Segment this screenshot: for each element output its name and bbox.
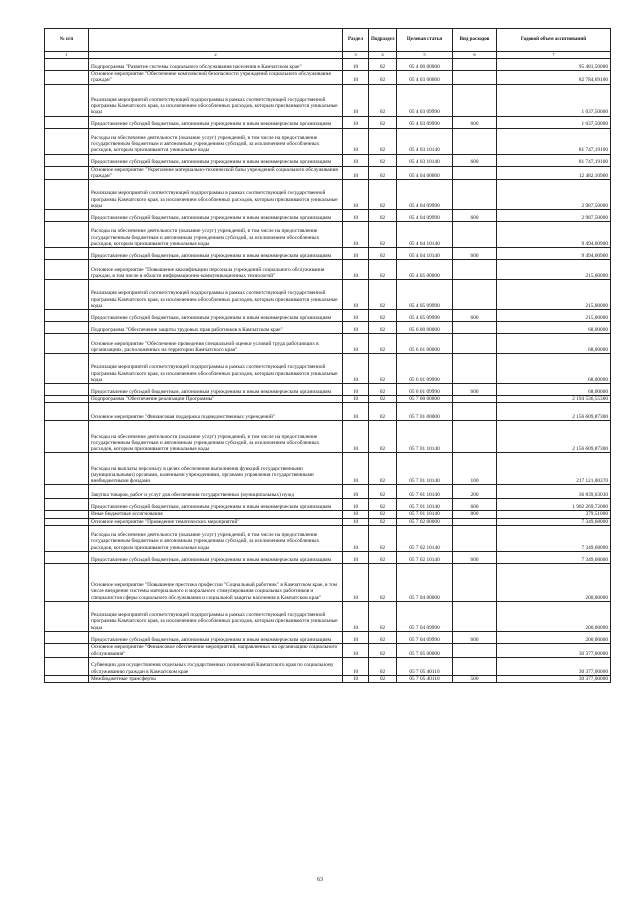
row-number-cell (45, 71, 89, 85)
table-row (45, 676, 611, 683)
row-amount-cell: 215,00000 (497, 280, 611, 310)
row-name-cell: Реализация мероприятий соответствующей подпрограммы в рамках соответствующей государственной программы Камчатского края, за исключением обособленных расходов, которым присваиваются уникальные коды (89, 280, 343, 310)
row-amount-cell: 68,00000 (497, 354, 611, 384)
header-number: № п/п (45, 29, 89, 52)
row-podrazdel-cell: 02 (369, 602, 397, 632)
column-number-row (45, 52, 611, 59)
table-row (45, 322, 611, 334)
table-row (45, 260, 611, 280)
table-row (45, 84, 611, 116)
row-expense-type-cell: 600 (453, 248, 497, 260)
row-razdel-cell: 10 (343, 403, 369, 421)
row-expense-type-cell: 600 (453, 310, 497, 322)
row-podrazdel-cell: 02 (369, 310, 397, 322)
row-expense-type-cell (453, 322, 497, 334)
row-name-cell: Основное мероприятие "Проведение тематических мероприятий" (89, 518, 343, 525)
row-number-cell (45, 334, 89, 354)
row-number-cell (45, 260, 89, 280)
column-number: 1 (45, 52, 89, 59)
row-razdel-cell: 10 (343, 248, 369, 260)
row-name-cell: Подпрограмма "Обеспечение защиты трудовых прав работников в Камчатском крае" (89, 322, 343, 334)
row-name-cell: Предоставление субсидий бюджетным, автономным учреждениям и иным некоммерческим организациям (89, 154, 343, 166)
row-expense-type-cell (453, 403, 497, 421)
row-amount-cell: 2 987,50000 (497, 180, 611, 210)
column-number: 4 (369, 52, 397, 59)
row-razdel-cell: 10 (343, 384, 369, 396)
row-name-cell: Основное мероприятие "Обеспечение комплексной безопасности учреждений социального обслуживания граждан" (89, 71, 343, 85)
row-target-article-cell: 05 7 01 00000 (397, 403, 453, 421)
row-name-cell: Субвенции для осуществления отдельных государственных полномочий Камчатского края по социальному обслуживанию граждан в Камчатском крае (89, 658, 343, 676)
row-podrazdel-cell: 02 (369, 526, 397, 552)
row-number-cell (45, 632, 89, 644)
row-name-cell: Основное мероприятие "Обеспечение проведения специальной оценки условий труда работающих в организациях, расположенных на территории Камчатского края" (89, 334, 343, 354)
row-expense-type-cell: 100 (453, 453, 497, 485)
row-number-cell (45, 310, 89, 322)
row-expense-type-cell (453, 602, 497, 632)
row-target-article-cell: 05 7 00 00000 (397, 396, 453, 403)
table-row (45, 128, 611, 154)
row-razdel-cell: 10 (343, 526, 369, 552)
row-podrazdel-cell: 02 (369, 166, 397, 180)
row-name-cell: Предоставление субсидий бюджетным, автономным учреждениям и иным некоммерческим организациям (89, 384, 343, 396)
row-podrazdel-cell: 02 (369, 421, 397, 453)
row-number-cell (45, 280, 89, 310)
row-name-cell: Межбюджетные трансферты (89, 676, 343, 683)
row-name-cell: Основное мероприятие "Повышение квалификации персонала учреждений социального обслуживания граждан, в том числе в области информационно-коммуникационных технологий" (89, 260, 343, 280)
row-razdel-cell: 10 (343, 334, 369, 354)
table-row (45, 658, 611, 676)
row-amount-cell: 1 037,50000 (497, 84, 611, 116)
row-target-article-cell: 05 4 05 09990 (397, 280, 453, 310)
table-row (45, 154, 611, 166)
row-name-cell: Основное мероприятие "Укрепление материально-технической базы учреждений социального обслуживания граждан" (89, 166, 343, 180)
table-row (45, 280, 611, 310)
row-number-cell (45, 116, 89, 128)
row-razdel-cell: 10 (343, 222, 369, 248)
row-expense-type-cell: 600 (453, 210, 497, 222)
table-row (45, 248, 611, 260)
row-amount-cell: 81 747,19100 (497, 154, 611, 166)
row-target-article-cell: 05 4 04 09990 (397, 210, 453, 222)
row-number-cell (45, 421, 89, 453)
row-podrazdel-cell: 02 (369, 518, 397, 525)
row-number-cell (45, 354, 89, 384)
table-row (45, 602, 611, 632)
table-row (45, 511, 611, 518)
row-razdel-cell: 10 (343, 71, 369, 85)
column-number: 7 (497, 52, 611, 59)
row-razdel-cell: 10 (343, 499, 369, 511)
row-name-cell: Основное мероприятие "Финансовая поддержка подведомственных учреждений" (89, 403, 343, 421)
row-name-cell: Подпрограмма "Обеспечение реализации Программы" (89, 396, 343, 403)
row-target-article-cell: 05 7 01 10140 (397, 453, 453, 485)
row-podrazdel-cell: 02 (369, 384, 397, 396)
row-razdel-cell: 10 (343, 310, 369, 322)
row-name-cell: Реализация мероприятий соответствующей подпрограммы в рамках соответствующей государственной программы Камчатского края, за исключением обособленных расходов, которым присваиваются уникальные коды (89, 602, 343, 632)
row-target-article-cell: 05 4 04 09990 (397, 180, 453, 210)
row-expense-type-cell (453, 658, 497, 676)
row-expense-type-cell (453, 564, 497, 602)
row-razdel-cell: 10 (343, 676, 369, 683)
row-target-article-cell: 05 7 01 10140 (397, 499, 453, 511)
row-target-article-cell: 05 4 03 10140 (397, 154, 453, 166)
row-razdel-cell: 10 (343, 632, 369, 644)
row-name-cell: Основное мероприятие "Повышение престижа профессии "Социальный работник" в Камчатском крае, в том числе внедрение системы материального и морального стимулирования социальных работников и специалистов сферы социального обслуживания и социальной защиты населения в Камчатском крае" (89, 564, 343, 602)
row-amount-cell: 200,00000 (497, 602, 611, 632)
row-podrazdel-cell: 02 (369, 396, 397, 403)
row-number-cell (45, 552, 89, 564)
row-target-article-cell: 05 4 04 00000 (397, 166, 453, 180)
row-name-cell: Предоставление субсидий бюджетным, автономным учреждениям и иным некоммерческим организациям (89, 116, 343, 128)
row-podrazdel-cell: 02 (369, 552, 397, 564)
row-razdel-cell: 10 (343, 180, 369, 210)
header-row (45, 29, 611, 52)
row-number-cell (45, 384, 89, 396)
row-amount-cell: 215,00000 (497, 260, 611, 280)
row-number-cell (45, 180, 89, 210)
row-target-article-cell: 05 7 02 00000 (397, 518, 453, 525)
row-podrazdel-cell: 02 (369, 644, 397, 658)
row-number-cell (45, 59, 89, 71)
table-row (45, 354, 611, 384)
row-target-article-cell: 05 6 00 00000 (397, 322, 453, 334)
row-expense-type-cell (453, 222, 497, 248)
row-expense-type-cell (453, 71, 497, 85)
row-expense-type-cell (453, 518, 497, 525)
row-razdel-cell: 10 (343, 564, 369, 602)
row-podrazdel-cell: 02 (369, 260, 397, 280)
row-razdel-cell: 10 (343, 128, 369, 154)
row-podrazdel-cell: 02 (369, 334, 397, 354)
row-number-cell (45, 248, 89, 260)
row-amount-cell: 30 377,00000 (497, 658, 611, 676)
table-row (45, 526, 611, 552)
row-number-cell (45, 658, 89, 676)
row-target-article-cell: 05 7 04 09990 (397, 632, 453, 644)
row-amount-cell: 36 839,03030 (497, 485, 611, 499)
table-row (45, 310, 611, 322)
row-expense-type-cell: 500 (453, 676, 497, 683)
table-row (45, 222, 611, 248)
row-name-cell: Реализация мероприятий соответствующей подпрограммы в рамках соответствующей государственной программы Камчатского края, за исключением обособленных расходов, которым присваиваются уникальные коды (89, 84, 343, 116)
row-podrazdel-cell: 02 (369, 222, 397, 248)
row-expense-type-cell (453, 421, 497, 453)
row-name-cell: Предоставление субсидий бюджетным, автономным учреждениям и иным некоммерческим организациям (89, 210, 343, 222)
row-name-cell: Предоставление субсидий бюджетным, автономным учреждениям и иным некоммерческим организациям (89, 552, 343, 564)
row-number-cell (45, 210, 89, 222)
page-number: 63 (317, 877, 323, 883)
table-row (45, 180, 611, 210)
row-razdel-cell: 10 (343, 154, 369, 166)
row-expense-type-cell (453, 84, 497, 116)
row-amount-cell: 7 349,68000 (497, 526, 611, 552)
table-row (45, 421, 611, 453)
row-razdel-cell: 10 (343, 116, 369, 128)
row-target-article-cell: 05 4 03 10140 (397, 128, 453, 154)
table-body (45, 59, 611, 683)
row-razdel-cell: 10 (343, 421, 369, 453)
table-row (45, 453, 611, 485)
table-row (45, 166, 611, 180)
row-expense-type-cell (453, 59, 497, 71)
row-amount-cell: 2 194 536,55300 (497, 396, 611, 403)
row-name-cell: Реализация мероприятий соответствующей подпрограммы в рамках соответствующей государственной программы Камчатского края, за исключением обособленных расходов, которым присваиваются уникальные коды (89, 354, 343, 384)
row-target-article-cell: 05 4 05 09990 (397, 310, 453, 322)
row-number-cell (45, 518, 89, 525)
row-number-cell (45, 602, 89, 632)
budget-table (44, 28, 611, 683)
row-amount-cell: 95 481,50000 (497, 59, 611, 71)
table-row (45, 632, 611, 644)
header-annual-amount: Годовой объем ассигнований (497, 29, 611, 52)
row-name-cell: Предоставление субсидий бюджетным, автономным учреждениям и иным некоммерческим организациям (89, 499, 343, 511)
row-amount-cell: 30 377,00000 (497, 644, 611, 658)
row-number-cell (45, 166, 89, 180)
row-expense-type-cell (453, 396, 497, 403)
row-razdel-cell: 10 (343, 602, 369, 632)
row-amount-cell: 217 121,00370 (497, 453, 611, 485)
row-expense-type-cell (453, 260, 497, 280)
row-podrazdel-cell: 02 (369, 658, 397, 676)
row-target-article-cell: 05 4 03 09990 (397, 116, 453, 128)
row-target-article-cell: 05 7 05 40110 (397, 676, 453, 683)
row-expense-type-cell: 600 (453, 116, 497, 128)
row-target-article-cell: 05 6 01 09990 (397, 354, 453, 384)
row-podrazdel-cell: 02 (369, 564, 397, 602)
row-amount-cell: 9 494,60900 (497, 222, 611, 248)
row-razdel-cell: 10 (343, 658, 369, 676)
table-row (45, 116, 611, 128)
row-expense-type-cell: 600 (453, 632, 497, 644)
row-podrazdel-cell: 02 (369, 154, 397, 166)
row-razdel-cell: 10 (343, 354, 369, 384)
row-podrazdel-cell: 02 (369, 676, 397, 683)
row-podrazdel-cell: 02 (369, 210, 397, 222)
row-number-cell (45, 485, 89, 499)
row-expense-type-cell (453, 526, 497, 552)
column-number: 5 (397, 52, 453, 59)
row-expense-type-cell: 200 (453, 485, 497, 499)
row-podrazdel-cell: 02 (369, 322, 397, 334)
row-target-article-cell: 05 7 04 09990 (397, 602, 453, 632)
table-row (45, 71, 611, 85)
header-razdel: Раздел (343, 29, 369, 52)
row-amount-cell: 2 156 609,87300 (497, 403, 611, 421)
row-target-article-cell: 05 7 01 10140 (397, 421, 453, 453)
row-amount-cell: 30 377,00000 (497, 676, 611, 683)
row-name-cell: Подпрограмма "Развитие системы социального обслуживания населения в Камчатском крае" (89, 59, 343, 71)
row-target-article-cell: 05 4 04 10140 (397, 222, 453, 248)
table-row (45, 552, 611, 564)
row-number-cell (45, 499, 89, 511)
row-amount-cell: 1 902 269,72000 (497, 499, 611, 511)
row-podrazdel-cell: 02 (369, 116, 397, 128)
row-target-article-cell: 05 7 02 10140 (397, 526, 453, 552)
row-podrazdel-cell: 02 (369, 128, 397, 154)
row-target-article-cell: 05 7 04 00000 (397, 564, 453, 602)
table-row (45, 334, 611, 354)
row-expense-type-cell (453, 166, 497, 180)
table-row (45, 210, 611, 222)
row-number-cell (45, 128, 89, 154)
row-amount-cell: 68,00000 (497, 384, 611, 396)
row-name-cell: Реализация мероприятий соответствующей подпрограммы в рамках соответствующей государственной программы Камчатского края, за исключением обособленных расходов, которым присваиваются уникальные коды (89, 180, 343, 210)
row-expense-type-cell: 600 (453, 552, 497, 564)
row-number-cell (45, 676, 89, 683)
row-expense-type-cell (453, 180, 497, 210)
row-name-cell: Предоставление субсидий бюджетным, автономным учреждениям и иным некоммерческим организациям (89, 632, 343, 644)
row-number-cell (45, 453, 89, 485)
row-expense-type-cell (453, 128, 497, 154)
row-number-cell (45, 564, 89, 602)
table-row (45, 59, 611, 71)
column-number: 3 (343, 52, 369, 59)
row-razdel-cell: 10 (343, 518, 369, 525)
row-number-cell (45, 84, 89, 116)
row-number-cell (45, 511, 89, 518)
row-podrazdel-cell: 02 (369, 354, 397, 384)
row-podrazdel-cell: 02 (369, 59, 397, 71)
row-name-cell: Предоставление субсидий бюджетным, автономным учреждениям и иным некоммерческим организациям (89, 310, 343, 322)
row-target-article-cell: 05 4 05 00000 (397, 260, 453, 280)
row-podrazdel-cell: 02 (369, 499, 397, 511)
row-name-cell: Иные бюджетные ассигнования (89, 511, 343, 518)
row-name-cell: Закупка товаров, работ и услуг для обеспечения государственных (муниципальных) нужд (89, 485, 343, 499)
row-name-cell: Расходы на обеспечение деятельности (оказание услуг) учреждений, в том числе на предоставление государственным бюджетным и автономным учреждениям субсидий, за исключением обособленных расходов, которым присваиваются уникальные коды (89, 421, 343, 453)
row-target-article-cell: 05 7 05 00000 (397, 644, 453, 658)
row-name-cell: Основное мероприятие "Финансовое обеспечение мероприятий, направленных на организацию социального обслуживания" (89, 644, 343, 658)
row-number-cell (45, 403, 89, 421)
row-amount-cell: 82 784,69100 (497, 71, 611, 85)
row-amount-cell: 379,51000 (497, 511, 611, 518)
row-expense-type-cell: 600 (453, 384, 497, 396)
row-razdel-cell: 10 (343, 166, 369, 180)
table-row (45, 564, 611, 602)
row-name-cell: Предоставление субсидий бюджетным, автономным учреждениям и иным некоммерческим организациям (89, 248, 343, 260)
row-expense-type-cell: 600 (453, 499, 497, 511)
row-podrazdel-cell: 02 (369, 485, 397, 499)
row-amount-cell: 200,00000 (497, 564, 611, 602)
row-razdel-cell: 10 (343, 84, 369, 116)
row-number-cell (45, 322, 89, 334)
row-target-article-cell: 05 6 01 09990 (397, 384, 453, 396)
row-razdel-cell: 10 (343, 396, 369, 403)
row-razdel-cell: 10 (343, 511, 369, 518)
row-amount-cell: 68,00000 (497, 322, 611, 334)
row-razdel-cell: 10 (343, 552, 369, 564)
row-amount-cell: 2 987,50000 (497, 210, 611, 222)
row-amount-cell: 2 156 609,87300 (497, 421, 611, 453)
header-target-article: Целевая статья (397, 29, 453, 52)
row-expense-type-cell: 600 (453, 154, 497, 166)
row-number-cell (45, 222, 89, 248)
row-podrazdel-cell: 02 (369, 84, 397, 116)
row-number-cell (45, 154, 89, 166)
row-amount-cell: 215,00000 (497, 310, 611, 322)
table-row (45, 518, 611, 525)
row-amount-cell: 7 349,68000 (497, 552, 611, 564)
row-podrazdel-cell: 02 (369, 632, 397, 644)
row-target-article-cell: 05 7 05 40110 (397, 658, 453, 676)
table-row (45, 644, 611, 658)
row-razdel-cell: 10 (343, 453, 369, 485)
row-target-article-cell: 05 4 03 00000 (397, 71, 453, 85)
row-expense-type-cell (453, 354, 497, 384)
row-amount-cell: 9 494,60900 (497, 248, 611, 260)
row-podrazdel-cell: 02 (369, 280, 397, 310)
row-razdel-cell: 10 (343, 322, 369, 334)
column-number: 6 (453, 52, 497, 59)
row-podrazdel-cell: 02 (369, 511, 397, 518)
row-razdel-cell: 10 (343, 644, 369, 658)
row-number-cell (45, 396, 89, 403)
row-podrazdel-cell: 02 (369, 453, 397, 485)
row-podrazdel-cell: 02 (369, 180, 397, 210)
table-row (45, 396, 611, 403)
table-row (45, 403, 611, 421)
row-name-cell: Расходы на выплаты персоналу в целях обеспечения выполнения функций государственными (муниципальными) органами, казенными учреждениями, органами управления государственными внебюджетными фондами (89, 453, 343, 485)
row-expense-type-cell: 800 (453, 511, 497, 518)
row-podrazdel-cell: 02 (369, 403, 397, 421)
row-number-cell (45, 526, 89, 552)
table-row (45, 499, 611, 511)
row-name-cell: Расходы на обеспечение деятельности (оказание услуг) учреждений, в том числе на предоставление государственным бюджетным и автономным учреждениям субсидий, за исключением обособленных расходов, которым присваиваются уникальные коды (89, 222, 343, 248)
header-name (89, 29, 343, 52)
row-name-cell: Расходы на обеспечение деятельности (оказание услуг) учреждений, в том числе на предоставление государственным бюджетным и автономным учреждениям субсидий, за исключением обособленных расходов, которым присваиваются уникальные коды (89, 526, 343, 552)
row-target-article-cell: 05 7 01 10140 (397, 485, 453, 499)
row-target-article-cell: 05 7 02 10140 (397, 552, 453, 564)
row-razdel-cell: 10 (343, 485, 369, 499)
row-amount-cell: 7 349,68000 (497, 518, 611, 525)
row-expense-type-cell (453, 334, 497, 354)
row-amount-cell: 200,00000 (497, 632, 611, 644)
row-target-article-cell: 05 4 03 09990 (397, 84, 453, 116)
row-name-cell: Расходы на обеспечение деятельности (оказание услуг) учреждений, в том числе на предоставление государственным бюджетным и автономным учреждениям субсидий, за исключением обособленных расходов, которым присваиваются уникальные коды (89, 128, 343, 154)
row-number-cell (45, 644, 89, 658)
row-razdel-cell: 10 (343, 210, 369, 222)
row-podrazdel-cell: 02 (369, 248, 397, 260)
table-row (45, 485, 611, 499)
row-expense-type-cell (453, 280, 497, 310)
row-amount-cell: 81 747,19100 (497, 128, 611, 154)
table-row (45, 384, 611, 396)
header-expense-type: Вид расходов (453, 29, 497, 52)
row-razdel-cell: 10 (343, 260, 369, 280)
row-podrazdel-cell: 02 (369, 71, 397, 85)
row-expense-type-cell (453, 644, 497, 658)
column-number: 2 (89, 52, 343, 59)
row-target-article-cell: 05 7 01 10140 (397, 511, 453, 518)
row-razdel-cell: 10 (343, 59, 369, 71)
row-amount-cell: 12 482,10900 (497, 166, 611, 180)
row-target-article-cell: 05 4 00 00000 (397, 59, 453, 71)
row-amount-cell: 68,00000 (497, 334, 611, 354)
row-target-article-cell: 05 6 01 00000 (397, 334, 453, 354)
row-razdel-cell: 10 (343, 280, 369, 310)
row-target-article-cell: 05 4 04 10140 (397, 248, 453, 260)
row-amount-cell: 1 037,50000 (497, 116, 611, 128)
header-podrazdel: Подраздел (369, 29, 397, 52)
